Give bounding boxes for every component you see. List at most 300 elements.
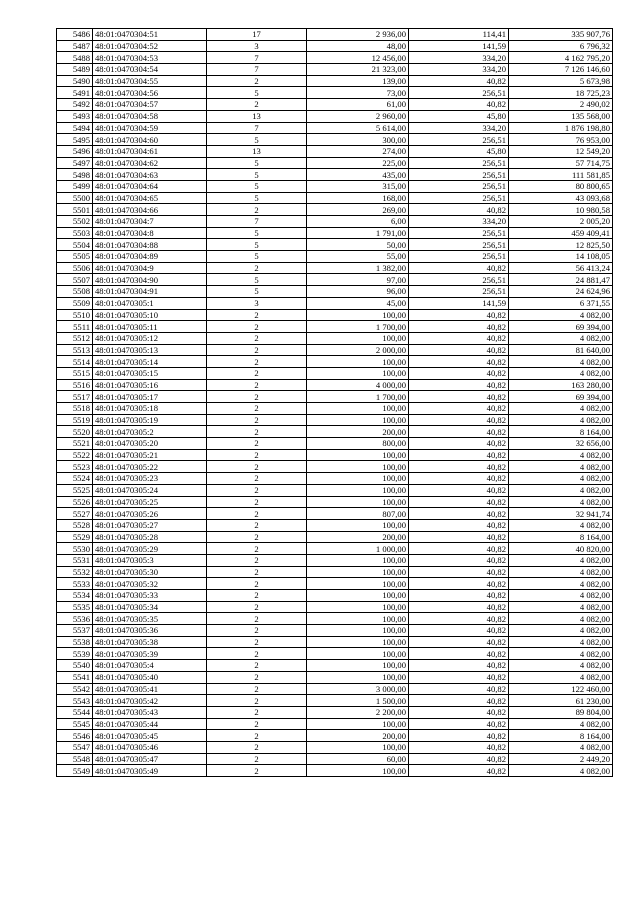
table-row — [57, 64, 613, 76]
row-number: 5529 — [57, 531, 93, 543]
cadastral-number: 48:01:0470305:28 — [93, 531, 207, 543]
category-cell: 5 — [207, 87, 307, 99]
area-cell: 100,00 — [307, 554, 409, 566]
table-row — [57, 99, 613, 111]
value-cell: 4 082,00 — [509, 660, 613, 672]
row-number: 5516 — [57, 379, 93, 391]
area-cell: 100,00 — [307, 449, 409, 461]
rate-cell: 40,82 — [409, 601, 509, 613]
area-cell: 100,00 — [307, 765, 409, 777]
value-cell: 32 656,00 — [509, 438, 613, 450]
area-cell: 1 382,00 — [307, 262, 409, 274]
category-cell: 2 — [207, 718, 307, 730]
value-cell: 24 881,47 — [509, 274, 613, 286]
area-cell: 100,00 — [307, 660, 409, 672]
category-cell: 2 — [207, 601, 307, 613]
table-row — [57, 251, 613, 263]
cadastral-number: 48:01:0470305:2 — [93, 426, 207, 438]
rate-cell: 40,82 — [409, 765, 509, 777]
row-number: 5539 — [57, 648, 93, 660]
cadastral-number: 48:01:0470304:56 — [93, 87, 207, 99]
table-row — [57, 578, 613, 590]
value-cell: 2 490,02 — [509, 99, 613, 111]
rate-cell: 334,20 — [409, 216, 509, 228]
area-cell: 100,00 — [307, 566, 409, 578]
row-number: 5497 — [57, 157, 93, 169]
area-cell: 2 960,00 — [307, 110, 409, 122]
table-row — [57, 297, 613, 309]
row-number: 5496 — [57, 145, 93, 157]
table-row — [57, 414, 613, 426]
row-number: 5521 — [57, 438, 93, 450]
category-cell: 2 — [207, 554, 307, 566]
row-number: 5523 — [57, 461, 93, 473]
row-number: 5525 — [57, 484, 93, 496]
cadastral-number: 48:01:0470305:46 — [93, 741, 207, 753]
value-cell: 4 082,00 — [509, 496, 613, 508]
value-cell: 4 082,00 — [509, 590, 613, 602]
table-row — [57, 379, 613, 391]
cadastral-value-table — [56, 28, 613, 777]
row-number: 5489 — [57, 64, 93, 76]
area-cell: 100,00 — [307, 613, 409, 625]
value-cell: 12 549,20 — [509, 145, 613, 157]
table-row — [57, 730, 613, 742]
area-cell: 12 456,00 — [307, 52, 409, 64]
table-row — [57, 192, 613, 204]
category-cell: 2 — [207, 741, 307, 753]
category-cell: 2 — [207, 99, 307, 111]
rate-cell: 256,51 — [409, 180, 509, 192]
area-cell: 100,00 — [307, 590, 409, 602]
area-cell: 100,00 — [307, 403, 409, 415]
rate-cell: 256,51 — [409, 169, 509, 181]
table-row — [57, 87, 613, 99]
table-row — [57, 356, 613, 368]
area-cell: 139,00 — [307, 75, 409, 87]
row-number: 5500 — [57, 192, 93, 204]
cadastral-number: 48:01:0470305:16 — [93, 379, 207, 391]
row-number: 5535 — [57, 601, 93, 613]
cadastral-number: 48:01:0470305:47 — [93, 753, 207, 765]
cadastral-number: 48:01:0470304:55 — [93, 75, 207, 87]
rate-cell: 40,82 — [409, 613, 509, 625]
row-number: 5498 — [57, 169, 93, 181]
category-cell: 5 — [207, 169, 307, 181]
area-cell: 2 000,00 — [307, 344, 409, 356]
row-number: 5510 — [57, 309, 93, 321]
cadastral-number: 48:01:0470305:49 — [93, 765, 207, 777]
area-cell: 100,00 — [307, 367, 409, 379]
table-row — [57, 321, 613, 333]
row-number: 5527 — [57, 508, 93, 520]
area-cell: 225,00 — [307, 157, 409, 169]
rate-cell: 256,51 — [409, 251, 509, 263]
row-number: 5495 — [57, 134, 93, 146]
category-cell: 17 — [207, 29, 307, 41]
cadastral-number: 48:01:0470305:41 — [93, 683, 207, 695]
category-cell: 5 — [207, 227, 307, 239]
cadastral-number: 48:01:0470304:57 — [93, 99, 207, 111]
cadastral-number: 48:01:0470305:30 — [93, 566, 207, 578]
area-cell: 100,00 — [307, 414, 409, 426]
area-cell: 4 000,00 — [307, 379, 409, 391]
rate-cell: 40,82 — [409, 204, 509, 216]
rate-cell: 40,82 — [409, 625, 509, 637]
row-number: 5490 — [57, 75, 93, 87]
value-cell: 4 082,00 — [509, 309, 613, 321]
rate-cell: 40,82 — [409, 473, 509, 485]
value-cell: 4 082,00 — [509, 741, 613, 753]
cadastral-number: 48:01:0470304:52 — [93, 40, 207, 52]
row-number: 5534 — [57, 590, 93, 602]
rate-cell: 40,82 — [409, 566, 509, 578]
table-row — [57, 157, 613, 169]
row-number: 5518 — [57, 403, 93, 415]
rate-cell: 256,51 — [409, 192, 509, 204]
table-row — [57, 40, 613, 52]
value-cell: 4 082,00 — [509, 449, 613, 461]
cadastral-number: 48:01:0470304:7 — [93, 216, 207, 228]
category-cell: 2 — [207, 660, 307, 672]
rate-cell: 40,82 — [409, 718, 509, 730]
area-cell: 100,00 — [307, 519, 409, 531]
cadastral-number: 48:01:0470305:22 — [93, 461, 207, 473]
area-cell: 96,00 — [307, 286, 409, 298]
row-number: 5531 — [57, 554, 93, 566]
category-cell: 2 — [207, 473, 307, 485]
value-cell: 32 941,74 — [509, 508, 613, 520]
cadastral-number: 48:01:0470304:51 — [93, 29, 207, 41]
value-cell: 57 714,75 — [509, 157, 613, 169]
value-cell: 4 082,00 — [509, 367, 613, 379]
cadastral-number: 48:01:0470304:60 — [93, 134, 207, 146]
cadastral-number: 48:01:0470305:35 — [93, 613, 207, 625]
value-cell: 69 394,00 — [509, 321, 613, 333]
table-row — [57, 543, 613, 555]
value-cell: 4 082,00 — [509, 765, 613, 777]
value-cell: 4 082,00 — [509, 484, 613, 496]
category-cell: 2 — [207, 204, 307, 216]
category-cell: 2 — [207, 356, 307, 368]
cadastral-number: 48:01:0470305:13 — [93, 344, 207, 356]
row-number: 5532 — [57, 566, 93, 578]
category-cell: 2 — [207, 461, 307, 473]
table-row — [57, 449, 613, 461]
cadastral-number: 48:01:0470304:8 — [93, 227, 207, 239]
value-cell: 6 796,32 — [509, 40, 613, 52]
table-row — [57, 286, 613, 298]
area-cell: 6,00 — [307, 216, 409, 228]
cadastral-number: 48:01:0470305:45 — [93, 730, 207, 742]
row-number: 5542 — [57, 683, 93, 695]
area-cell: 168,00 — [307, 192, 409, 204]
rate-cell: 40,82 — [409, 379, 509, 391]
category-cell: 2 — [207, 625, 307, 637]
value-cell: 4 082,00 — [509, 461, 613, 473]
value-cell: 4 082,00 — [509, 625, 613, 637]
category-cell: 2 — [207, 636, 307, 648]
value-cell: 8 164,00 — [509, 426, 613, 438]
row-number: 5524 — [57, 473, 93, 485]
area-cell: 100,00 — [307, 473, 409, 485]
category-cell: 2 — [207, 321, 307, 333]
area-cell: 100,00 — [307, 484, 409, 496]
value-cell: 4 082,00 — [509, 566, 613, 578]
area-cell: 100,00 — [307, 625, 409, 637]
rate-cell: 40,82 — [409, 578, 509, 590]
cadastral-number: 48:01:0470305:43 — [93, 706, 207, 718]
area-cell: 100,00 — [307, 741, 409, 753]
cadastral-number: 48:01:0470304:54 — [93, 64, 207, 76]
value-cell: 14 108,05 — [509, 251, 613, 263]
area-cell: 1 791,00 — [307, 227, 409, 239]
cadastral-number: 48:01:0470305:23 — [93, 473, 207, 485]
table-row — [57, 274, 613, 286]
rate-cell: 256,51 — [409, 227, 509, 239]
table-row — [57, 660, 613, 672]
table-row — [57, 438, 613, 450]
category-cell: 2 — [207, 683, 307, 695]
table-body — [57, 29, 613, 777]
cadastral-number: 48:01:0470304:62 — [93, 157, 207, 169]
rate-cell: 40,82 — [409, 648, 509, 660]
cadastral-number: 48:01:0470305:44 — [93, 718, 207, 730]
rate-cell: 256,51 — [409, 239, 509, 251]
category-cell: 2 — [207, 531, 307, 543]
category-cell: 2 — [207, 262, 307, 274]
value-cell: 4 082,00 — [509, 718, 613, 730]
rate-cell: 40,82 — [409, 449, 509, 461]
row-number: 5507 — [57, 274, 93, 286]
value-cell: 459 409,41 — [509, 227, 613, 239]
value-cell: 4 082,00 — [509, 636, 613, 648]
value-cell: 5 673,98 — [509, 75, 613, 87]
rate-cell: 141,59 — [409, 297, 509, 309]
cadastral-number: 48:01:0470305:33 — [93, 590, 207, 602]
area-cell: 45,00 — [307, 297, 409, 309]
category-cell: 2 — [207, 590, 307, 602]
value-cell: 56 413,24 — [509, 262, 613, 274]
table-row — [57, 332, 613, 344]
value-cell: 4 082,00 — [509, 648, 613, 660]
row-number: 5541 — [57, 671, 93, 683]
value-cell: 4 082,00 — [509, 332, 613, 344]
rate-cell: 40,82 — [409, 496, 509, 508]
value-cell: 163 280,00 — [509, 379, 613, 391]
cadastral-number: 48:01:0470305:26 — [93, 508, 207, 520]
row-number: 5493 — [57, 110, 93, 122]
cadastral-number: 48:01:0470305:24 — [93, 484, 207, 496]
row-number: 5530 — [57, 543, 93, 555]
value-cell: 89 804,00 — [509, 706, 613, 718]
table-row — [57, 110, 613, 122]
category-cell: 2 — [207, 730, 307, 742]
row-number: 5517 — [57, 391, 93, 403]
row-number: 5515 — [57, 367, 93, 379]
row-number: 5509 — [57, 297, 93, 309]
value-cell: 69 394,00 — [509, 391, 613, 403]
cadastral-number: 48:01:0470305:18 — [93, 403, 207, 415]
rate-cell: 256,51 — [409, 274, 509, 286]
table-row — [57, 718, 613, 730]
value-cell: 8 164,00 — [509, 730, 613, 742]
rate-cell: 334,20 — [409, 64, 509, 76]
category-cell: 2 — [207, 367, 307, 379]
value-cell: 7 126 146,60 — [509, 64, 613, 76]
row-number: 5486 — [57, 29, 93, 41]
category-cell: 2 — [207, 765, 307, 777]
rate-cell: 40,82 — [409, 543, 509, 555]
area-cell: 200,00 — [307, 531, 409, 543]
area-cell: 100,00 — [307, 356, 409, 368]
value-cell: 2 005,20 — [509, 216, 613, 228]
area-cell: 73,00 — [307, 87, 409, 99]
row-number: 5514 — [57, 356, 93, 368]
table-row — [57, 706, 613, 718]
table-row — [57, 122, 613, 134]
area-cell: 100,00 — [307, 332, 409, 344]
rate-cell: 40,82 — [409, 484, 509, 496]
table-row — [57, 344, 613, 356]
category-cell: 2 — [207, 449, 307, 461]
category-cell: 7 — [207, 216, 307, 228]
category-cell: 5 — [207, 157, 307, 169]
table-row — [57, 403, 613, 415]
category-cell: 2 — [207, 403, 307, 415]
cadastral-number: 48:01:0470304:53 — [93, 52, 207, 64]
row-number: 5508 — [57, 286, 93, 298]
table-row — [57, 508, 613, 520]
cadastral-number: 48:01:0470304:9 — [93, 262, 207, 274]
table-row — [57, 29, 613, 41]
area-cell: 50,00 — [307, 239, 409, 251]
cadastral-number: 48:01:0470305:12 — [93, 332, 207, 344]
cadastral-number: 48:01:0470305:40 — [93, 671, 207, 683]
area-cell: 100,00 — [307, 718, 409, 730]
category-cell: 2 — [207, 344, 307, 356]
table-row — [57, 473, 613, 485]
area-cell: 100,00 — [307, 578, 409, 590]
category-cell: 13 — [207, 110, 307, 122]
rate-cell: 40,82 — [409, 75, 509, 87]
value-cell: 4 082,00 — [509, 554, 613, 566]
value-cell: 4 082,00 — [509, 473, 613, 485]
cadastral-number: 48:01:0470305:25 — [93, 496, 207, 508]
area-cell: 100,00 — [307, 648, 409, 660]
value-cell: 4 082,00 — [509, 613, 613, 625]
rate-cell: 40,82 — [409, 636, 509, 648]
table-row — [57, 484, 613, 496]
area-cell: 100,00 — [307, 601, 409, 613]
row-number: 5512 — [57, 332, 93, 344]
row-number: 5494 — [57, 122, 93, 134]
cadastral-number: 48:01:0470305:1 — [93, 297, 207, 309]
table-row — [57, 75, 613, 87]
table-row — [57, 554, 613, 566]
table-row — [57, 566, 613, 578]
row-number: 5501 — [57, 204, 93, 216]
table-row — [57, 496, 613, 508]
category-cell: 2 — [207, 706, 307, 718]
area-cell: 315,00 — [307, 180, 409, 192]
category-cell: 2 — [207, 648, 307, 660]
value-cell: 2 449,20 — [509, 753, 613, 765]
category-cell: 2 — [207, 566, 307, 578]
rate-cell: 40,82 — [409, 554, 509, 566]
category-cell: 2 — [207, 438, 307, 450]
cadastral-number: 48:01:0470305:36 — [93, 625, 207, 637]
table-row — [57, 613, 613, 625]
table-row — [57, 309, 613, 321]
rate-cell: 40,82 — [409, 660, 509, 672]
row-number: 5543 — [57, 695, 93, 707]
cadastral-number: 48:01:0470305:19 — [93, 414, 207, 426]
value-cell: 6 371,55 — [509, 297, 613, 309]
rate-cell: 40,82 — [409, 695, 509, 707]
category-cell: 5 — [207, 286, 307, 298]
area-cell: 100,00 — [307, 671, 409, 683]
category-cell: 5 — [207, 180, 307, 192]
category-cell: 7 — [207, 64, 307, 76]
value-cell: 10 980,58 — [509, 204, 613, 216]
area-cell: 1 500,00 — [307, 695, 409, 707]
cadastral-number: 48:01:0470305:4 — [93, 660, 207, 672]
value-cell: 335 907,76 — [509, 29, 613, 41]
area-cell: 2 936,00 — [307, 29, 409, 41]
value-cell: 40 820,00 — [509, 543, 613, 555]
category-cell: 2 — [207, 753, 307, 765]
value-cell: 8 164,00 — [509, 531, 613, 543]
table-row — [57, 765, 613, 777]
area-cell: 200,00 — [307, 426, 409, 438]
rate-cell: 40,82 — [409, 309, 509, 321]
table-row — [57, 695, 613, 707]
row-number: 5511 — [57, 321, 93, 333]
category-cell: 2 — [207, 543, 307, 555]
value-cell: 4 082,00 — [509, 403, 613, 415]
area-cell: 97,00 — [307, 274, 409, 286]
rate-cell: 40,82 — [409, 332, 509, 344]
area-cell: 2 200,00 — [307, 706, 409, 718]
rate-cell: 45,80 — [409, 110, 509, 122]
rate-cell: 40,82 — [409, 519, 509, 531]
cadastral-number: 48:01:0470305:27 — [93, 519, 207, 531]
table-row — [57, 648, 613, 660]
row-number: 5540 — [57, 660, 93, 672]
row-number: 5502 — [57, 216, 93, 228]
category-cell: 7 — [207, 52, 307, 64]
cadastral-number: 48:01:0470305:20 — [93, 438, 207, 450]
table-row — [57, 683, 613, 695]
cadastral-number: 48:01:0470305:34 — [93, 601, 207, 613]
cadastral-number: 48:01:0470305:17 — [93, 391, 207, 403]
row-number: 5491 — [57, 87, 93, 99]
area-cell: 435,00 — [307, 169, 409, 181]
row-number: 5537 — [57, 625, 93, 637]
row-number: 5513 — [57, 344, 93, 356]
rate-cell: 40,82 — [409, 753, 509, 765]
area-cell: 1 000,00 — [307, 543, 409, 555]
rate-cell: 40,82 — [409, 508, 509, 520]
cadastral-number: 48:01:0470304:90 — [93, 274, 207, 286]
cadastral-number: 48:01:0470305:3 — [93, 554, 207, 566]
table-row — [57, 239, 613, 251]
rate-cell: 40,82 — [409, 321, 509, 333]
category-cell: 2 — [207, 671, 307, 683]
cadastral-number: 48:01:0470305:10 — [93, 309, 207, 321]
rate-cell: 40,82 — [409, 683, 509, 695]
